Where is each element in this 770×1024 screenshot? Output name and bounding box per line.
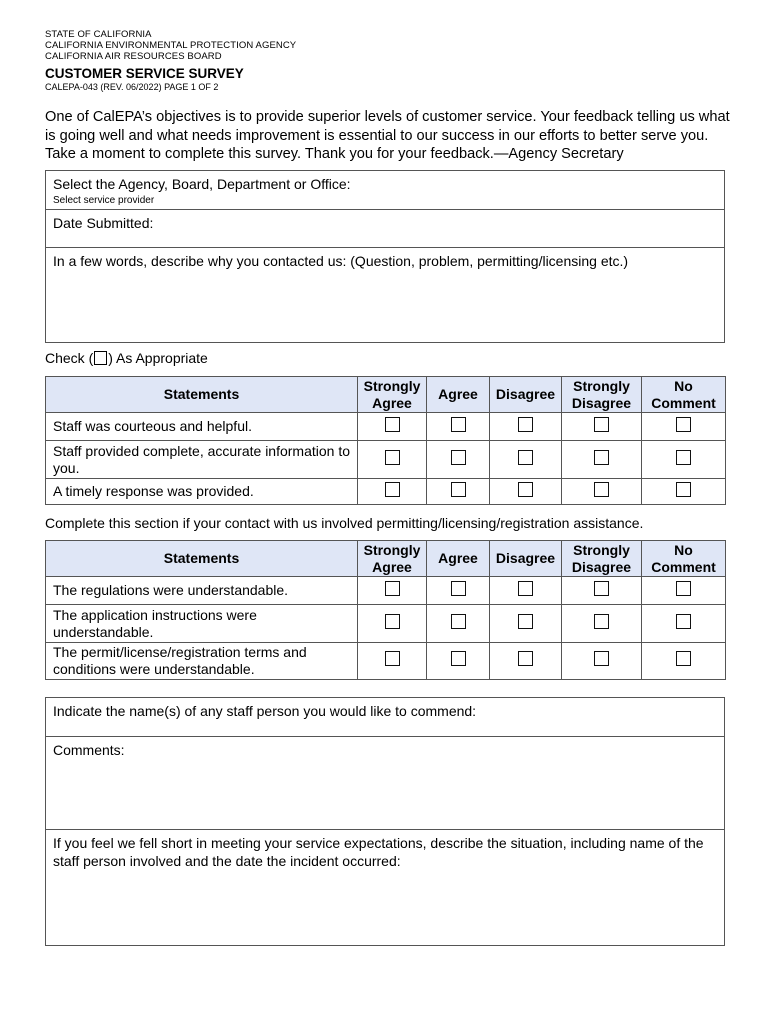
agree-checkbox[interactable] xyxy=(451,450,466,465)
no-comment-checkbox[interactable] xyxy=(676,614,691,629)
disagree-checkbox[interactable] xyxy=(518,450,533,465)
no-comment-checkbox[interactable] xyxy=(676,482,691,497)
strongly-disagree-checkbox[interactable] xyxy=(594,482,609,497)
check-instruction xyxy=(45,350,208,366)
board-line: CALIFORNIA AIR RESOURCES BOARD xyxy=(45,51,222,62)
agree-checkbox[interactable] xyxy=(451,651,466,666)
table-row xyxy=(46,577,726,605)
no-comment-checkbox[interactable] xyxy=(676,651,691,666)
date-submitted-field[interactable] xyxy=(46,209,724,247)
strongly-disagree-checkbox[interactable] xyxy=(594,581,609,596)
comments-label: Comments: xyxy=(53,742,125,758)
feedback-box xyxy=(45,697,725,946)
statement-text: Staff was courteous and helpful. xyxy=(46,413,358,441)
disagree-checkbox[interactable] xyxy=(518,651,533,666)
check-instruction-after: ) As Appropriate xyxy=(108,350,208,366)
strongly-disagree-checkbox[interactable] xyxy=(594,450,609,465)
col-strongly-agree: Strongly Agree xyxy=(358,541,427,577)
col-strongly-disagree: Strongly Disagree xyxy=(562,541,642,577)
agree-checkbox[interactable] xyxy=(451,614,466,629)
permitting-section-note: Complete this section if your contact with us involved permitting/licensing/registration assistance. xyxy=(45,515,644,531)
comments-field[interactable] xyxy=(46,736,724,829)
state-line: STATE OF CALIFORNIA xyxy=(45,29,152,40)
table-row xyxy=(46,605,726,643)
strongly-agree-checkbox[interactable] xyxy=(385,581,400,596)
permitting-survey-table xyxy=(45,540,726,680)
table-row xyxy=(46,643,726,680)
statement-text: The application instructions were understandable. xyxy=(46,605,358,643)
statement-text: The regulations were understandable. xyxy=(46,577,358,605)
agency-field[interactable] xyxy=(46,171,724,209)
no-comment-checkbox[interactable] xyxy=(676,581,691,596)
table-row xyxy=(46,479,726,505)
commend-staff-field[interactable] xyxy=(46,698,724,736)
disagree-checkbox[interactable] xyxy=(518,581,533,596)
no-comment-checkbox[interactable] xyxy=(676,450,691,465)
contact-reason-label: In a few words, describe why you contacted us: (Question, problem, permitting/licensing etc.) xyxy=(53,253,629,269)
strongly-agree-checkbox[interactable] xyxy=(385,614,400,629)
shortfall-field[interactable] xyxy=(46,829,724,946)
check-instruction-before: Check ( xyxy=(45,350,94,366)
intro-paragraph: One of CalEPA’s objectives is to provide superior levels of customer service. Your feedback telling us what is going well and what needs improvement is essential to our success in our efforts to better serve you. Take a moment to complete this survey. Thank you for your feedback.—Agency Secretary xyxy=(45,109,730,163)
col-no-comment: No Comment xyxy=(642,541,726,577)
table-row xyxy=(46,441,726,479)
col-agree: Agree xyxy=(427,541,490,577)
col-statements: Statements xyxy=(46,377,358,413)
shortfall-label: If you feel we fell short in meeting your service expectations, describe the situation, including name of the staff person involved and the date the incident occurred: xyxy=(53,835,704,869)
strongly-agree-checkbox[interactable] xyxy=(385,417,400,432)
strongly-agree-checkbox[interactable] xyxy=(385,651,400,666)
agency-label: Select the Agency, Board, Department or Office: xyxy=(53,176,351,192)
table-header-row xyxy=(46,541,726,577)
contact-info-box xyxy=(45,170,725,343)
date-submitted-label: Date Submitted: xyxy=(53,215,154,231)
strongly-disagree-checkbox[interactable] xyxy=(594,651,609,666)
strongly-agree-checkbox[interactable] xyxy=(385,450,400,465)
form-header xyxy=(45,29,296,93)
col-strongly-disagree: Strongly Disagree xyxy=(562,377,642,413)
statement-text: A timely response was provided. xyxy=(46,479,358,505)
agree-checkbox[interactable] xyxy=(451,581,466,596)
agree-checkbox[interactable] xyxy=(451,417,466,432)
contact-reason-field[interactable] xyxy=(46,247,724,343)
commend-staff-label: Indicate the name(s) of any staff person you would like to commend: xyxy=(53,703,477,719)
strongly-agree-checkbox[interactable] xyxy=(385,482,400,497)
statement-text: The permit/license/registration terms and conditions were understandable. xyxy=(46,643,358,680)
form-title: CUSTOMER SERVICE SURVEY xyxy=(45,66,244,81)
table-row xyxy=(46,413,726,441)
disagree-checkbox[interactable] xyxy=(518,482,533,497)
col-strongly-agree: Strongly Agree xyxy=(358,377,427,413)
service-survey-table xyxy=(45,376,726,505)
col-agree: Agree xyxy=(427,377,490,413)
table-header-row xyxy=(46,377,726,413)
agency-select[interactable]: Select service provider xyxy=(53,195,155,206)
checkbox-example-icon xyxy=(94,351,107,365)
strongly-disagree-checkbox[interactable] xyxy=(594,417,609,432)
agency-line: CALIFORNIA ENVIRONMENTAL PROTECTION AGENCY xyxy=(45,40,297,51)
strongly-disagree-checkbox[interactable] xyxy=(594,614,609,629)
disagree-checkbox[interactable] xyxy=(518,614,533,629)
col-no-comment: No Comment xyxy=(642,377,726,413)
statement-text: Staff provided complete, accurate information to you. xyxy=(46,441,358,479)
col-disagree: Disagree xyxy=(490,377,562,413)
disagree-checkbox[interactable] xyxy=(518,417,533,432)
col-statements: Statements xyxy=(46,541,358,577)
col-disagree: Disagree xyxy=(490,541,562,577)
no-comment-checkbox[interactable] xyxy=(676,417,691,432)
agree-checkbox[interactable] xyxy=(451,482,466,497)
form-code: CALEPA-043 (REV. 06/2022) PAGE 1 OF 2 xyxy=(45,82,219,92)
